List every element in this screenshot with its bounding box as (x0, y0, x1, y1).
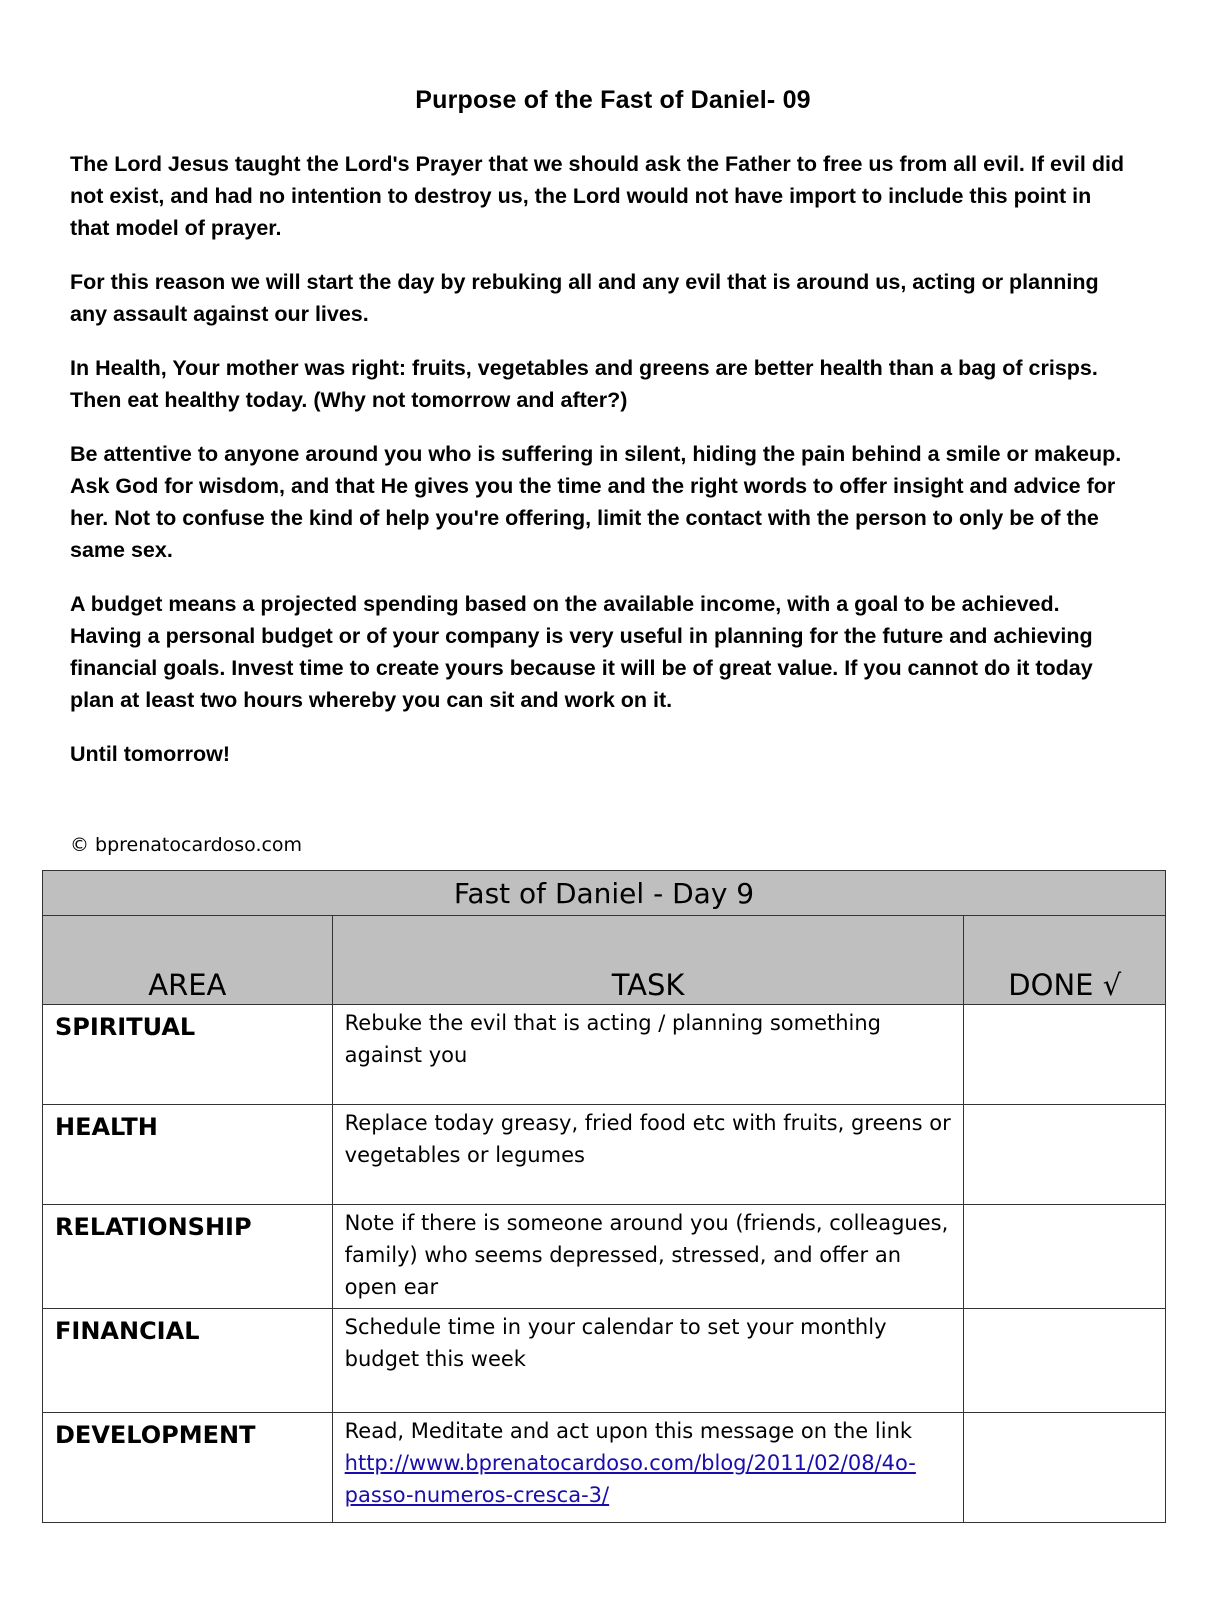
area-spiritual: SPIRITUAL (43, 1005, 333, 1105)
table-row (43, 1005, 1166, 1105)
body-text (70, 148, 1130, 792)
paragraph-health: In Health, Your mother was right: fruits, vegetables and greens are better health than a bag of crisps. Then eat healthy today. (Why not tomorrow and after?) (70, 356, 1098, 412)
paragraph-lords-prayer: The Lord Jesus taught the Lord's Prayer that we should ask the Father to free us from all evil. If evil did not exist, and had no intention to destroy us, the Lord would not have import to include this point in that model of prayer. (70, 152, 1125, 240)
task-spiritual: Rebuke the evil that is acting / planning something against you (332, 1005, 964, 1105)
area-relationship: RELATIONSHIP (43, 1205, 333, 1309)
paragraph-rebuke-evil: For this reason we will start the day by rebuking all and any evil that is around us, acting or planning any assault against our lives. (70, 270, 1099, 326)
fast-task-table (42, 870, 1166, 1523)
table-row (43, 1105, 1166, 1205)
paragraph-relationship: Be attentive to anyone around you who is suffering in silent, hiding the pain behind a smile or makeup. Ask God for wisdom, and that He gives you the time and the right words to offer insight and advice for her. Not to confuse the kind of help you're offering, limit the contact with the person to only be of the same sex. (70, 442, 1122, 562)
task-health: Replace today greasy, fried food etc with fruits, greens or vegetables or legumes (332, 1105, 964, 1205)
table-row (43, 1309, 1166, 1413)
table-row (43, 1205, 1166, 1309)
development-link[interactable]: http://www.bprenatocardoso.com/blog/2011/02/08/4o-passo-numeros-cresca-3/ (344, 1451, 916, 1507)
page-title: Purpose of the Fast of Daniel- 09 (415, 86, 811, 114)
done-checkbox-spiritual[interactable] (964, 1005, 1166, 1105)
task-development (332, 1413, 964, 1523)
done-checkbox-financial[interactable] (964, 1309, 1166, 1413)
copyright-notice: © bprenatocardoso.com (70, 834, 303, 856)
done-checkbox-relationship[interactable] (964, 1205, 1166, 1309)
table-title: Fast of Daniel - Day 9 (43, 871, 1166, 916)
header-area: AREA (43, 916, 333, 1005)
area-development: DEVELOPMENT (43, 1413, 333, 1523)
task-financial: Schedule time in your calendar to set your monthly budget this week (332, 1309, 964, 1413)
area-health: HEALTH (43, 1105, 333, 1205)
header-done: DONE √ (964, 916, 1166, 1005)
header-task: TASK (332, 916, 964, 1005)
task-relationship: Note if there is someone around you (friends, colleagues, family) who seems depressed, stressed, and offer an open ear (332, 1205, 964, 1309)
paragraph-closing: Until tomorrow! (70, 742, 231, 766)
area-financial: FINANCIAL (43, 1309, 333, 1413)
paragraph-budget: A budget means a projected spending based on the available income, with a goal to be achieved. Having a personal budget or of your company is very useful in planning for the future and achieving financial goals. Invest time to create yours because it will be of great value. If you cannot do it today plan at least two hours whereby you can sit and work on it. (70, 592, 1093, 712)
done-checkbox-development[interactable] (964, 1413, 1166, 1523)
done-checkbox-health[interactable] (964, 1105, 1166, 1205)
task-development-text: Read, Meditate and act upon this message on the link (344, 1419, 913, 1443)
table-row (43, 1413, 1166, 1523)
